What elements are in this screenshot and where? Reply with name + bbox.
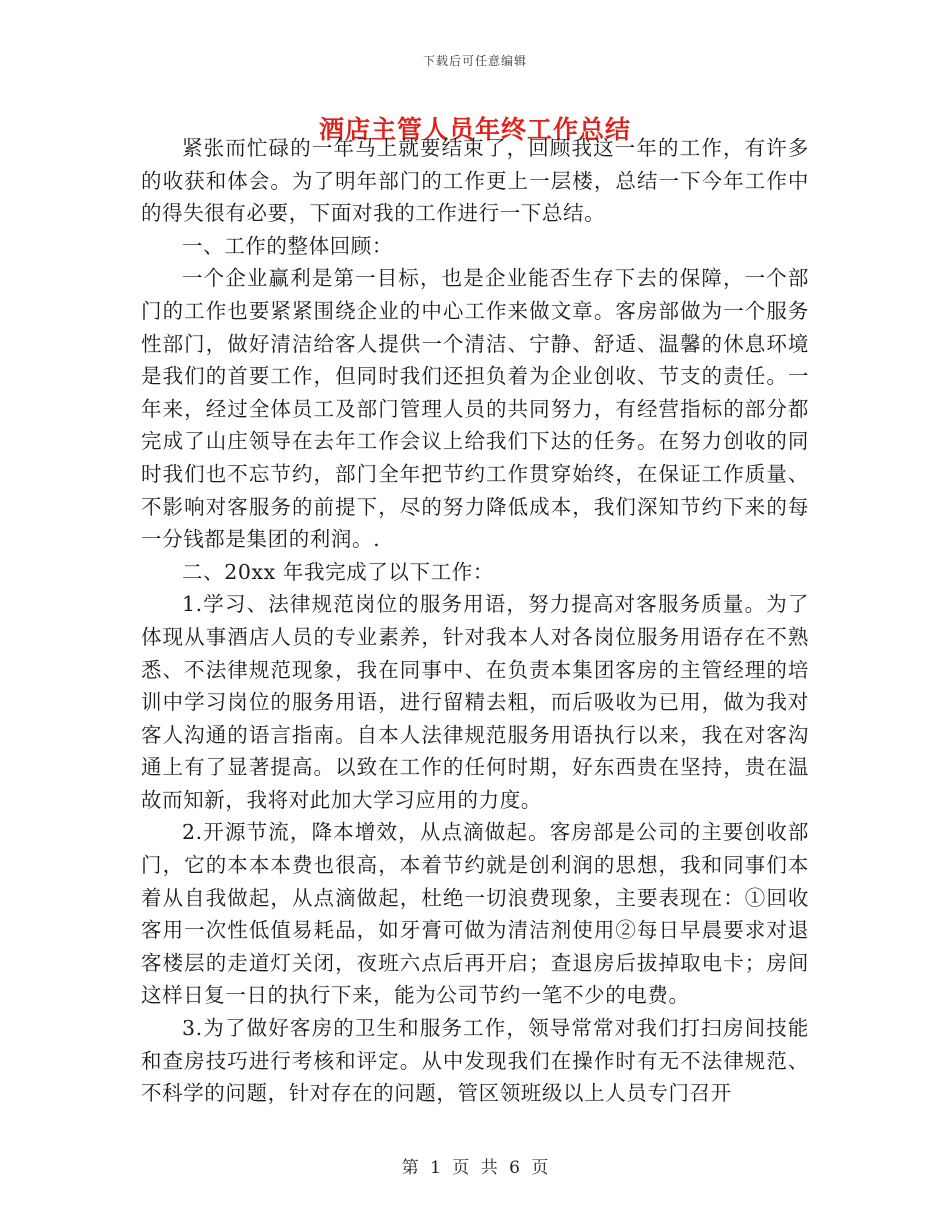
page-footer: 第 1 页 共 6 页 xyxy=(401,1158,549,1178)
paragraph-item-3: 3.为了做好客房的卫生和服务工作，领导常常对我们打扫房间技能和查房技巧进行考核和评定。从中发现我们在操作时有无不法律规范、不科学的问题，针对存在的问题，管区领班级以上人员专门召开 xyxy=(141,1016,809,1106)
document-body xyxy=(141,132,809,1110)
paragraph-item-2: 2.开源节流，降本增效，从点滴做起。客房部是公司的主要创收部门，它的本本本费也很高，本着节约就是创利润的思想，我和同事们本着从自我做起，从点滴做起，杜绝一切浪费现象，主要表现在：①回收客用一次性低值易耗品，如牙膏可做为清洁剂使用②每日早晨要求对退客楼层的走道灯关闭，夜班六点后再开启；查退房后拔掉取电卡；房间这样日复一日的执行下来，能为公司节约一笔不少的电费。 xyxy=(141,820,809,1008)
paragraph-review: 一个企业赢利是第一目标，也是企业能否生存下去的保障，一个部门的工作也要紧紧围绕企业的中心工作来做文章。客房部做为一个服务性部门，做好清洁给客人提供一个清洁、宁静、舒适、温馨的休息环境是我们的首要工作，但同时我们还担负着为企业创收、节支的责任。一年来，经过全体员工及部门管理人员的共同努力，有经营指标的部分都完成了山庄领导在去年工作会议上给我们下达的任务。在努力创收的同时我们也不忘节约，部门全年把节约工作贯穿始终，在保证工作质量、不影响对客服务的前提下，尽的努力降低成本，我们深知节约下来的每一分钱都是集团的利润。. xyxy=(141,266,809,552)
paragraph-item-1: 1.学习、法律规范岗位的服务用语，努力提高对客服务质量。为了体现从事酒店人员的专业素养，针对我本人对各岗位服务用语存在不熟悉、不法律规范现象，我在同事中、在负责本集团客房的主管经理的培训中学习岗位的服务用语，进行留精去粗，而后吸收为已用，做为我对客人沟通的语言指南。自本人法律规范服务用语执行以来，我在对客沟通上有了显著提高。以致在工作的任何时期，好东西贵在坚持，贵在温故而知新，我将对此加大学习应用的力度。 xyxy=(141,592,809,812)
header-note: 下载后可任意编辑 xyxy=(422,54,527,68)
paragraph-intro: 紧张而忙碌的一年马上就要结束了，回顾我这一年的工作，有许多的收获和体会。为了明年部门的工作更上一层楼，总结一下今年工作中的得失很有必要，下面对我的工作进行一下总结。 xyxy=(141,136,809,226)
section-heading-review: 一、工作的整体回顾： xyxy=(182,233,393,258)
section-heading-completed: 二、20xx 年我完成了以下工作： xyxy=(182,559,494,584)
document-title: 酒店主管人员年终工作总结 xyxy=(318,115,631,144)
